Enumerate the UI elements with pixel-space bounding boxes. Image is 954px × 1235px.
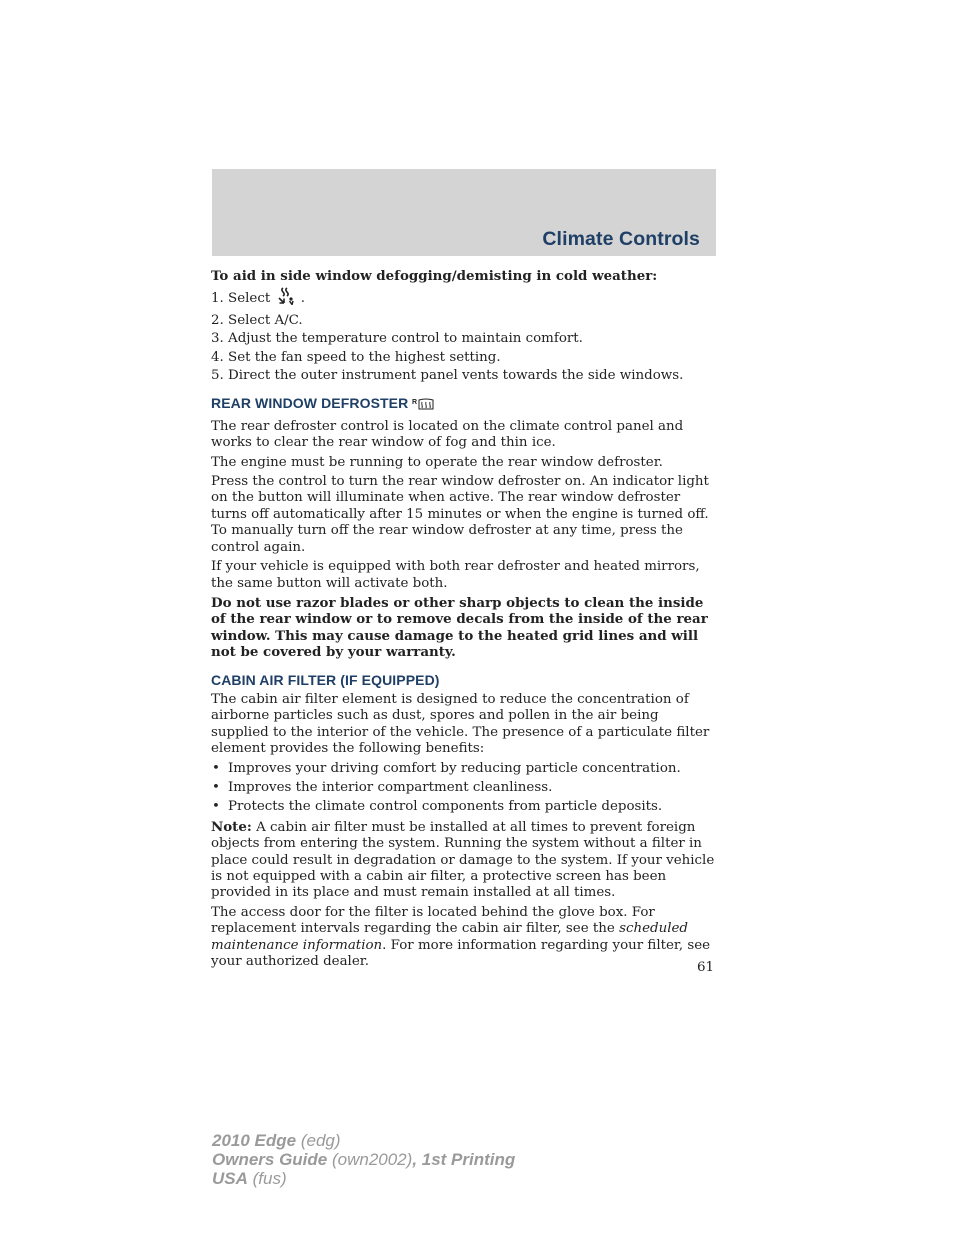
benefit-list-item <box>211 780 717 796</box>
print-footer <box>212 1131 515 1188</box>
rear-defroster-heading <box>211 395 717 414</box>
defog-step-1-text: 1. Select <box>211 291 271 307</box>
defrost-floor-mode-icon <box>274 287 296 310</box>
footer-line-2 <box>212 1150 515 1169</box>
defog-step: 3. Adjust the temperature control to maintain comfort. <box>211 331 583 347</box>
section-title: Climate Controls <box>542 228 700 250</box>
rear-defroster-paragraph: If your vehicle is equipped with both rear defroster and heated mirrors, the same button will activate both. <box>211 559 700 591</box>
section-header-band <box>212 169 716 256</box>
rear-defroster-paragraph: The engine must be running to operate the rear window defroster. <box>211 454 663 470</box>
svg-text:R: R <box>412 399 418 407</box>
footer-model-code: (edg) <box>296 1131 341 1150</box>
note-text: A cabin air filter must be installed at all times to prevent foreign objects from entering the system. Running the system without a filter in place could result in degradation or damage to the system. If your vehicle is not equipped with a cabin air filter, a protective screen has been provided in its place and must remain installed at all times. <box>211 819 715 901</box>
footer-printing: , 1st Printing <box>412 1150 516 1169</box>
benefit-text: Protects the climate control components from particle deposits. <box>228 799 663 815</box>
maintenance-reference: scheduled maintenance information <box>211 921 688 953</box>
footer-market-code: (fus) <box>247 1169 287 1188</box>
bullet-glyph: • <box>212 760 220 776</box>
bullet-glyph: • <box>212 779 220 795</box>
footer-market: USA <box>212 1169 248 1188</box>
benefit-text: Improves the interior compartment cleanliness. <box>228 779 553 795</box>
access-text-end: . For more information regarding your filter, see your authorized dealer. <box>211 937 711 970</box>
rear-defroster-warning: Do not use razor blades or other sharp objects to clean the inside of the rear window or to remove decals from the inside of the rear window. This may cause damage to the heated grid lines and will not be covered by your warranty. <box>211 594 708 661</box>
rear-defroster-heading-text: REAR WINDOW DEFROSTER <box>211 395 409 412</box>
defog-intro: To aid in side window defogging/demisting in cold weather: <box>211 268 658 284</box>
rear-defroster-icon <box>412 397 434 414</box>
benefit-text: Improves your driving comfort by reducing particle concentration. <box>228 760 681 776</box>
bullet-glyph: • <box>212 799 220 815</box>
cabin-filter-heading: CABIN AIR FILTER (IF EQUIPPED) <box>211 671 440 688</box>
footer-line-3 <box>212 1169 515 1188</box>
defog-step: 4. Set the fan speed to the highest setting. <box>211 349 501 365</box>
defog-step: 5. Direct the outer instrument panel vents towards the side windows. <box>211 368 684 384</box>
access-text: The access door for the filter is located behind the glove box. For replacement intervals regarding the cabin air filter, see the <box>211 904 655 937</box>
content-column <box>211 268 717 973</box>
cabin-filter-note <box>211 819 717 902</box>
defog-step-1-period: . <box>300 291 306 307</box>
footer-line-1 <box>212 1131 515 1150</box>
footer-guide-code: (own2002) <box>327 1150 413 1169</box>
cabin-filter-intro: The cabin air filter element is designed to reduce the concentration of airborne particles such as dust, spores and pollen in the air being supplied to the interior of the vehicle. The presence of a particulate filter element provides the following benefits: <box>211 691 710 757</box>
defog-step-1 <box>211 287 717 310</box>
benefit-list-item <box>211 799 717 815</box>
page-number: 61 <box>696 960 714 975</box>
rear-defroster-paragraph: Press the control to turn the rear window defroster on. An indicator light on the button will illuminate when active. The rear window defroster turns off automatically after 15 minutes or when the engine is turned off. To manually turn off the rear window defroster at any time, press the control again. <box>211 474 709 555</box>
note-label: Note: <box>211 818 252 835</box>
defog-step: 2. Select A/C. <box>211 312 303 328</box>
footer-guide: Owners Guide <box>212 1150 328 1169</box>
footer-model: 2010 Edge <box>212 1131 297 1150</box>
rear-defroster-paragraph: The rear defroster control is located on the climate control panel and works to clear the rear window of fog and thin ice. <box>211 418 684 451</box>
benefit-list-item <box>211 761 717 777</box>
